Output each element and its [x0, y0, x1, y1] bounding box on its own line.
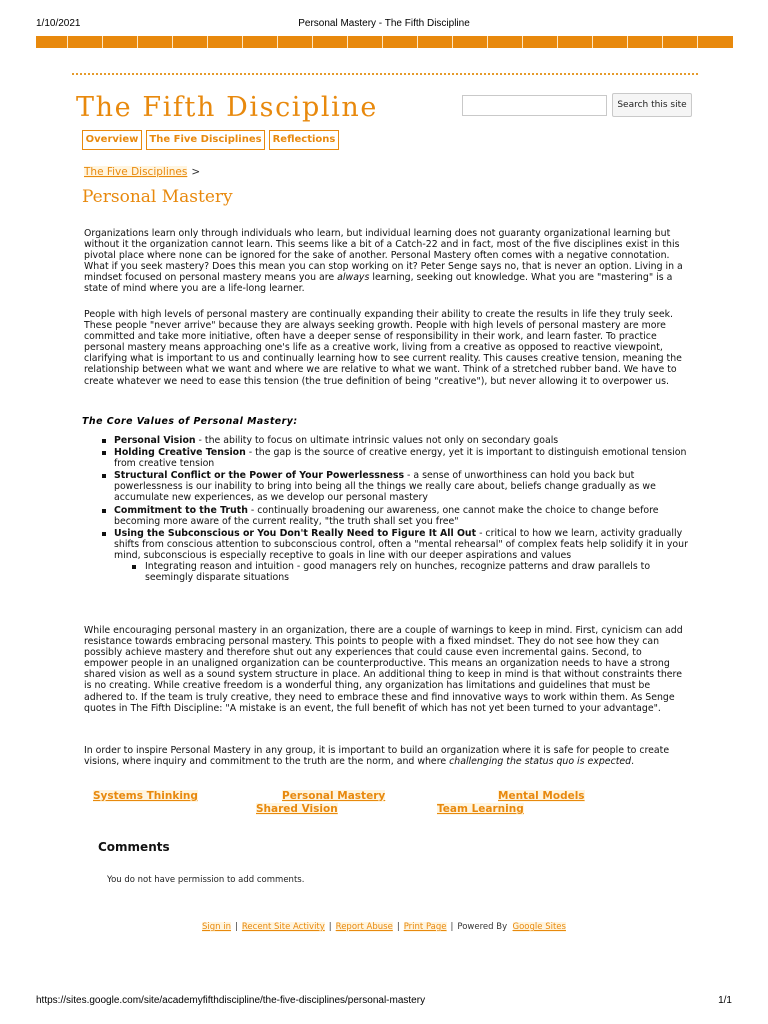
- tab-reflections[interactable]: Reflections: [269, 130, 339, 150]
- value-desc: - critical to how we learn, activity gradually shifts from conscious attention to subconscious control, often a "mental rehearsal" of complex feats help solidify it in your mind, subconscious is especially receptive to goals in line with our deeper aspirations and values: [114, 527, 688, 561]
- closing-emphasis: challenging the status quo is expected: [449, 756, 632, 768]
- site-title[interactable]: The Fifth Discipline: [76, 92, 378, 123]
- print-title: Personal Mastery - The Fifth Discipline: [298, 18, 470, 29]
- recent-activity-link[interactable]: Recent Site Activity: [241, 922, 325, 932]
- page-url: https://sites.google.com/site/academyfifthdiscipline/the-five-disciplines/personal-mastery: [36, 995, 426, 1006]
- closing-tail: .: [631, 756, 635, 768]
- list-item: [100, 528, 690, 583]
- list-item: [100, 435, 690, 446]
- google-sites-link[interactable]: Google Sites: [512, 922, 566, 932]
- search-button[interactable]: Search this site: [612, 93, 692, 117]
- intro-tail: learning, seeking out knowledge. What you are "mastering" is a state of mind where you are a life-long learner.: [84, 272, 673, 295]
- link-shared-vision[interactable]: Shared Vision: [256, 803, 338, 815]
- page-title: Personal Mastery: [82, 187, 233, 207]
- breadcrumb: [84, 166, 200, 178]
- header-bar: [36, 36, 733, 48]
- list-item: [100, 470, 690, 503]
- list-item: [100, 447, 690, 469]
- link-personal-mastery[interactable]: Personal Mastery: [282, 790, 386, 802]
- breadcrumb-separator: >: [191, 166, 201, 178]
- value-term: Using the Subconscious or You Don't Really Need to Figure It All Out: [114, 527, 477, 539]
- value-desc: - the ability to focus on ultimate intrinsic values not only on secondary goals: [195, 435, 559, 446]
- footer-separator: |: [450, 922, 454, 932]
- closing-text: In order to inspire Personal Mastery in any group, it is important to build an organization where it is safe for people to create visions, where inquiry and commitment to the truth are the norm, and where: [84, 745, 670, 768]
- intro-paragraph: [84, 228, 686, 295]
- header-divider: [72, 73, 698, 75]
- intro-emphasis: always: [337, 272, 370, 284]
- body-paragraph-3: While encouraging personal mastery in an organization, there are a couple of warnings to keep in mind. First, cynicism can add resistance towards embracing personal mastery. This points to people with a fixed mindset. They do not see how they can possibly achieve mastery and therefore shut out any experiences that could cause even incremental gains. Second, to empower people in an unaligned organization can be counterproductive. This means an organization needs to have a strong shared vision as well as a sound system structure in place. An additional thing to keep in mind is that without constraints there is no creating. While creative freedom is a wonderful thing, any organization has limitations and guidelines that must be adhered to. If the team is truly creative, they need to embrace these and find innovative ways to work within them. As Senge quotes in The Fifth Discipline: "A mistake is an event, the full benefit of which has not yet been turned to your advantage".: [84, 625, 683, 714]
- powered-by-text: Powered By: [457, 922, 508, 932]
- link-team-learning[interactable]: Team Learning: [437, 803, 524, 815]
- value-term: Holding Creative Tension: [114, 447, 246, 459]
- body-paragraph-4: [84, 745, 686, 767]
- footer-separator: |: [328, 922, 332, 932]
- core-values-list: [100, 435, 690, 584]
- footer-separator: |: [235, 922, 238, 932]
- value-term: Personal Vision: [114, 435, 196, 446]
- core-values-heading: The Core Values of Personal Mastery:: [82, 416, 298, 427]
- value-desc: - continually broadening our awareness, one cannot make the choice to change before becoming more aware of the current reality, "the truth shall set you free": [114, 504, 659, 527]
- page-number: 1/1: [718, 995, 732, 1006]
- tab-overview[interactable]: Overview: [82, 130, 142, 150]
- value-desc: - the gap is the source of creative energy, yet it is important to distinguish emotional tension from creative tension: [114, 447, 687, 470]
- sub-list-item: Integrating reason and intuition - good managers rely on hunches, recognize patterns and draw parallels to seemingly disparate situations: [128, 561, 690, 583]
- comments-permission-note: You do not have permission to add comments.: [107, 875, 305, 885]
- report-abuse-link[interactable]: Report Abuse: [335, 922, 393, 932]
- value-term: Structural Conflict or the Power of Your Powerlessness: [114, 470, 405, 482]
- body-paragraph-2: People with high levels of personal mastery are continually expanding their ability to create the results in life they truly seek. These people "never arrive" because they are always seeking growth. People with high levels of personal mastery are more committed and take more initiative, often have a deeper sense of responsibility in their work, and learn faster. To practice personal mastery means approaching one's life as a creative work, living from a creative as opposed to reactive viewpoint, clarifying what is important to us and continually learning how to see current reality. This causes creative tension, meaning the relationship between what we want and where we are relative to what we want. Think of a stretched rubber band. We have to create whatever we need to ease this tension (the true definition of being "creative"), but never allowing it to overpower us.: [84, 309, 682, 387]
- intro-text: Organizations learn only through individuals who learn, but individual learning does not guaranty organizational learning but without it the organization cannot learn. This seems like a bit of a Catch-22 and in fact, most of the five disciplines exist in this pivotal place where none can be ignored for the sake of another. Personal Mastery often comes with a negative connotation. What if you seek mastery? Does this mean you can stop working on it? Peter Senge says no, that is never an option. Living in a mindset focused on personal mastery means you are: [84, 228, 683, 284]
- site-footer: [0, 922, 768, 932]
- print-header: [36, 18, 732, 30]
- footer-separator: |: [396, 922, 400, 932]
- breadcrumb-link[interactable]: The Five Disciplines: [84, 166, 188, 178]
- value-term: Commitment to the Truth: [114, 504, 248, 516]
- list-item: [100, 505, 690, 527]
- sign-in-link[interactable]: Sign in: [202, 922, 232, 932]
- comments-heading: Comments: [98, 840, 170, 854]
- value-desc: - a sense of unworthiness can hold you back but powerlessness is our inability to bring into being all the things we really care about, beliefs change gradually as we accumulate new experiences, as we develop our personal mastery: [114, 470, 656, 504]
- print-date: 1/10/2021: [36, 18, 81, 29]
- print-page-link[interactable]: Print Page: [403, 922, 447, 932]
- search-input[interactable]: [462, 95, 607, 116]
- tab-five-disciplines[interactable]: The Five Disciplines: [146, 130, 265, 150]
- link-systems-thinking[interactable]: Systems Thinking: [93, 790, 198, 802]
- link-mental-models[interactable]: Mental Models: [498, 790, 585, 802]
- sub-list: [128, 561, 690, 583]
